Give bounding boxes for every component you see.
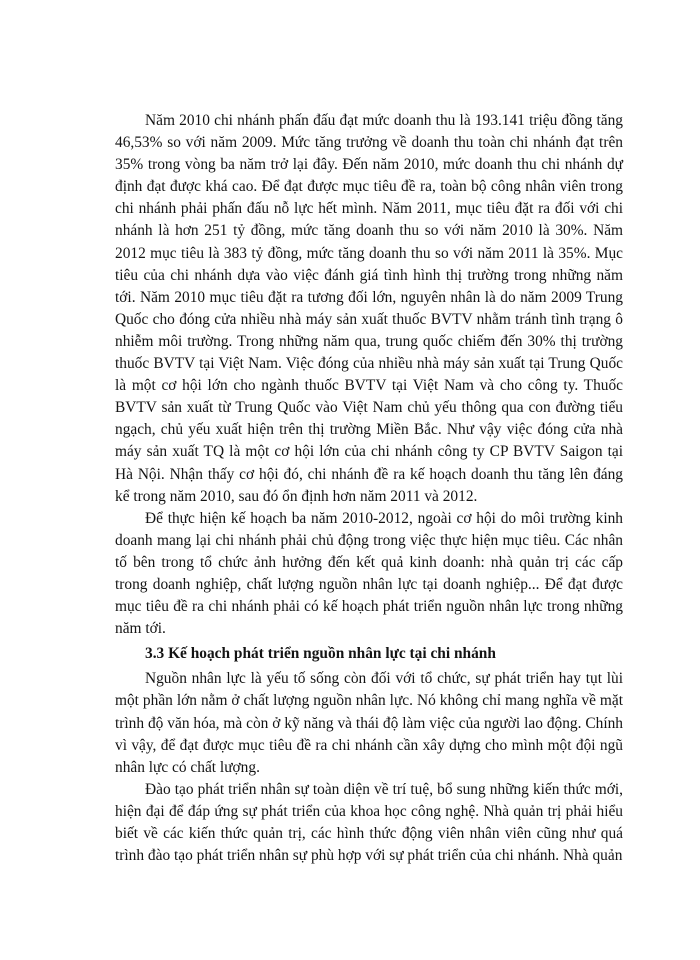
paragraph-training: Đào tạo phát triển nhân sự toàn diện về trí tuệ, bổ sung những kiến thức mới, hiện đại để đáp ứng sự phát triển của khoa học công nghệ. Nhà quản trị phải hiểu biết về các kiến thức quản trị, các hình thức động viên nhân viên cũng như quá trình đào tạo phát triển nhân sự phù hợp với sự phát triển của chi nhánh. Nhà quản — [115, 780, 623, 865]
document-body — [115, 110, 623, 867]
paragraph-human-resources: Nguồn nhân lực là yếu tố sống còn đối với tổ chức, sự phát triển hay tụt lùi một phần lớn nằm ở chất lượng nguồn nhân lực. Nó không chỉ mang nghĩa về mặt trình độ văn hóa, mà còn ở kỹ năng và thái độ làm việc của người lao động. Chính vì vậy, để đạt được mục tiêu đề ra chi nhánh cần xây dựng cho mình một đội ngũ nhân lực có chất lượng. — [115, 670, 623, 776]
paragraph-three-year-plan: Để thực hiện kế hoạch ba năm 2010-2012, ngoài cơ hội do môi trường kinh doanh mang lại chi nhánh phải chủ động trong việc thực hiện mục tiêu. Các nhân tố bên trong tổ chức ảnh hưởng đến kết quả kinh doanh: nhà quản trị các cấp trong doanh nghiệp, chất lượng nguồn nhân lực tại doanh nghiệp... Để đạt được mục tiêu đề ra chi nhánh phải có kế hoạch phát triển nguồn nhân lực trong những năm tới. — [115, 509, 623, 638]
section-heading: 3.3 Kế hoạch phát triển nguồn nhân lực tại chi nhánh — [145, 645, 496, 663]
paragraph-revenue-targets: Năm 2010 chi nhánh phấn đấu đạt mức doanh thu là 193.141 triệu đồng tăng 46,53% so với năm 2009. Mức tăng trưởng về doanh thu toàn chi nhánh đạt trên 35% trong vòng ba năm trở lại đây. Đến năm 2010, mức doanh thu chi nhánh dự định đạt được khá cao. Để đạt được mục tiêu đề ra, toàn bộ công nhân viên trong chi nhánh phải phấn đấu nỗ lực hết mình. Năm 2011, mục tiêu đặt ra đối với chi nhánh là hơn 251 tỷ đồng, mức tăng doanh thu so với năm 2010 là 30%. Năm 2012 mục tiêu là 383 tỷ đồng, mức tăng doanh thu so với năm 2011 là 35%. Mục tiêu của chi nhánh dựa vào việc đánh giá tình hình thị trường trong những năm tới. Năm 2010 mục tiêu đặt ra tương đối lớn, nguyên nhân là do năm 2009 Trung Quốc cho đóng cửa nhiều nhà máy sản xuất thuốc BVTV nhằm tránh tình trạng ô nhiễm môi trường. Trong những năm qua, trung quốc chiếm đến 30% thị trường thuốc BVTV tại Việt Nam. Việc đóng của nhiều nhà máy sản xuất tại Trung Quốc là một cơ hội lớn cho ngành thuốc BVTV tại Việt Nam và cho công ty. Thuốc BVTV sản xuất từ Trung Quốc vào Việt Nam chủ yếu thông qua con đường tiểu ngạch, chủ yếu xuất hiện trên thị trường Miền Bắc. Như vậy việc đóng cửa nhà máy sản xuất TQ là một cơ hội lớn của chi nhánh công ty CP BVTV Saigon tại Hà Nội. Nhận thấy cơ hội đó, chi nhánh đề ra kế hoạch doanh thu tăng lên đáng kể trong năm 2010, sau đó ổn định hơn năm 2011 và 2012. — [115, 112, 623, 505]
